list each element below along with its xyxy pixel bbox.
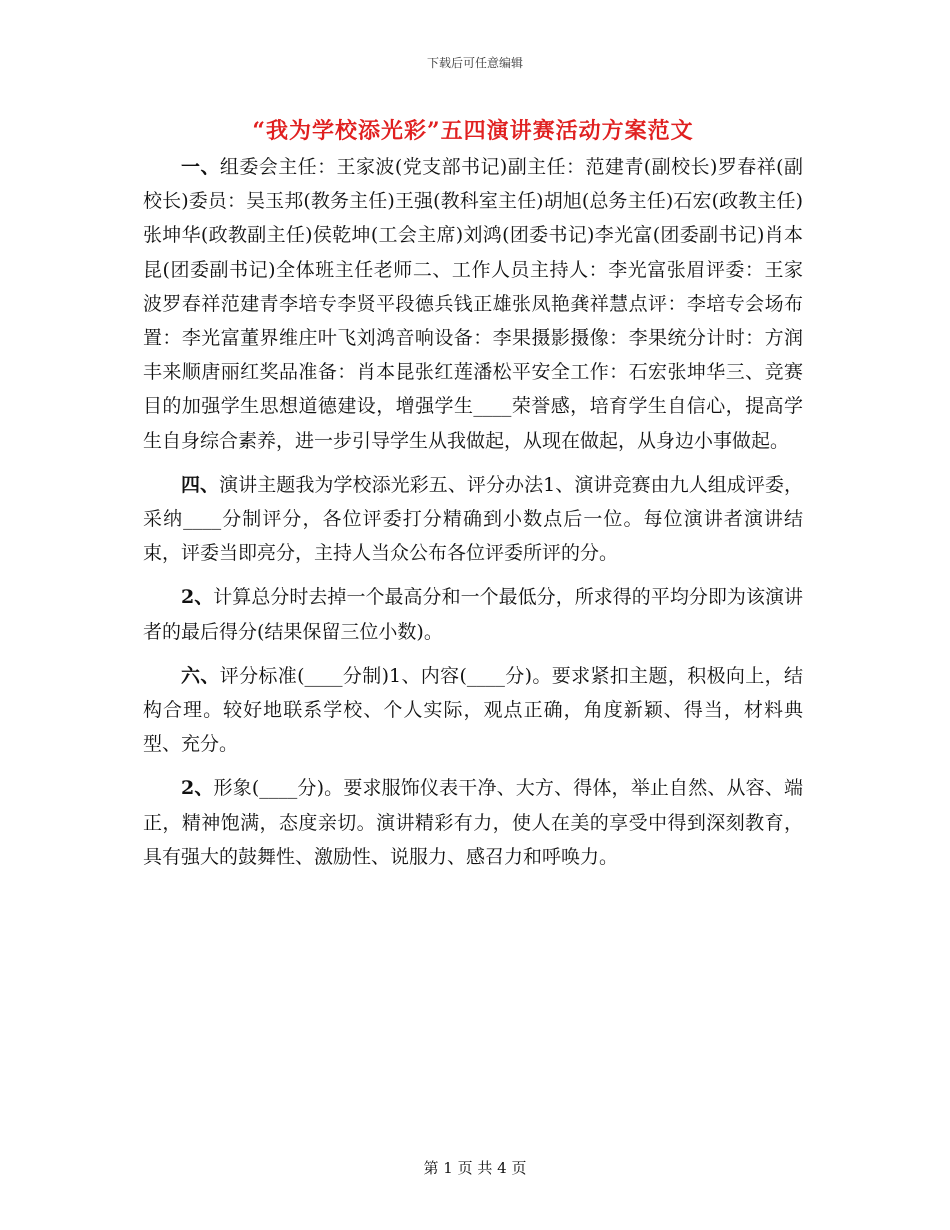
paragraph-lead: 六、 bbox=[181, 664, 220, 687]
paragraph-criteria-image bbox=[143, 771, 803, 874]
paragraph-lead: 一、 bbox=[181, 156, 220, 178]
paragraph-total-score bbox=[143, 580, 803, 648]
paragraph-text: 组委会主任：王家波(党支部书记)副主任：范建青(副校长)罗春祥(副校长)委员：吴玉邦(教务主任)王强(教科室主任)胡旭(总务主任)石宏(政教主任)张坤华(政教副主任)侯乾坤(工会主席)刘鸿(团委书记)李光富(团委副书记)肖本昆(团委副书记)全体班主任老师二、工作人员主持人：李光富张眉评委：王家波罗春祥范建青李培专李贤平段德兵钱正雄张凤艳龚祥慧点评：李培专会场布置：李光富董界维庄叶飞刘鸿音响设备：李果摄影摄像：李果统分计时：方润丰来顺唐丽红奖品准备：肖本昆张红莲潘松平安全工作：石宏张坤华三、竞赛目的加强学生思想道德建设，增强学生____荣誉感，培育学生自信心，提高学生自身综合素养，进一步引导学生从我做起，从现在做起，从身边小事做起。 bbox=[143, 156, 803, 452]
page-number: 第 1 页 共 4 页 bbox=[423, 1159, 527, 1177]
paragraph-committee bbox=[143, 150, 803, 458]
paragraph-lead: 2、 bbox=[181, 777, 214, 800]
paragraph-text: 评分标准(____分制)1、内容(____分)。要求紧扣主题，积极向上，结构合理。较好地联系学校、个人实际，观点正确，角度新颖、得当，材料典型、充分。 bbox=[143, 664, 803, 756]
paragraph-text: 计算总分时去掉一个最高分和一个最低分，所求得的平均分即为该演讲者的最后得分(结果保留三位小数)。 bbox=[143, 586, 803, 643]
paragraph-theme-scoring bbox=[143, 468, 803, 571]
paragraph-text: 演讲主题我为学校添光彩五、评分办法1、演讲竞赛由九人组成评委，采纳____分制评分，各位评委打分精确到小数点后一位。每位演讲者演讲结束，评委当即亮分，主持人当众公布各位评委所评的分。 bbox=[143, 473, 803, 565]
paragraph-text: 形象(____分)。要求服饰仪表干净、大方、得体，举止自然、从容、端正，精神饱满，态度亲切。演讲精彩有力，使人在美的享受中得到深刻教育，具有强大的鼓舞性、激励性、说服力、感召力和呼唤力。 bbox=[143, 777, 803, 868]
paragraph-lead: 四、 bbox=[181, 473, 220, 496]
document-body bbox=[143, 150, 803, 884]
page-header-note: 下载后可任意编辑 bbox=[426, 56, 523, 70]
paragraph-criteria-content bbox=[143, 659, 803, 762]
document-title: “我为学校添光彩”五四演讲赛活动方案范文 bbox=[252, 118, 694, 144]
paragraph-lead: 2、 bbox=[181, 586, 214, 609]
